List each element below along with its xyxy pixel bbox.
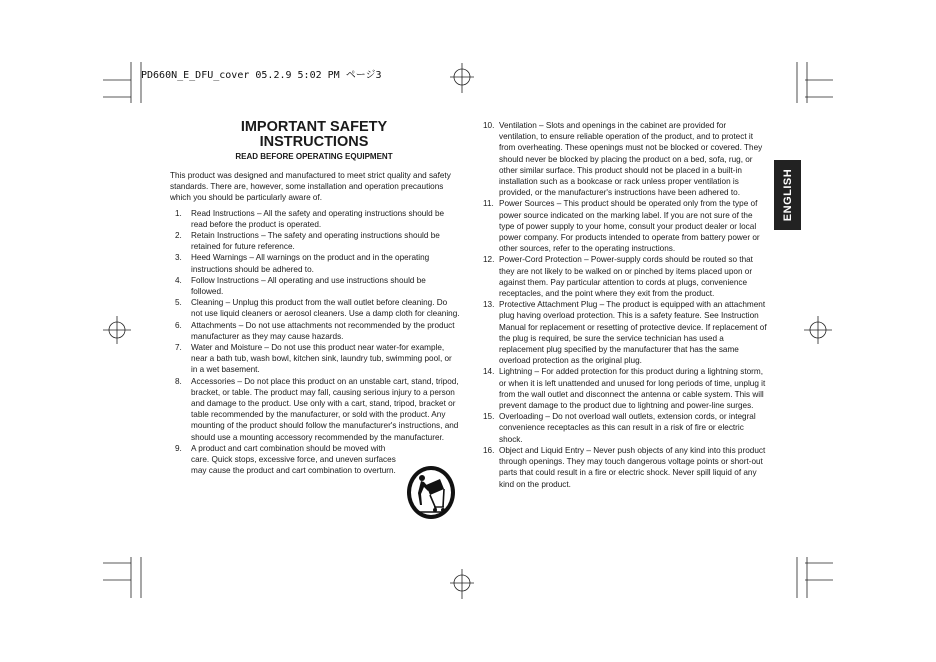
item-number: 7. (175, 343, 182, 353)
item-number: 6. (175, 320, 182, 330)
intro-paragraph: This product was designed and manufactured to meet strict quality and safety standards. There are, however, some installation and operation precautions which you should be particularly aware of. (170, 171, 451, 203)
item-text: A product and cart combination should be moved with care. Quick stops, excessive force, and uneven surfaces may cause the product and cart combination to overturn. (191, 443, 396, 476)
item-text: Protective Attachment Plug – The product is equipped with an attachment plug having overload protection. This is a safety feature. See Instruction Manual for replacement or resetting of protective device. If replacement of the plug is required, be sure the service technician has used a replacement plug specified by the manufacturer that has the same overload protection as the original plug. (499, 300, 767, 366)
title-line-1: IMPORTANT SAFETY (240, 119, 388, 135)
item-number: 4. (175, 275, 182, 285)
list-item (168, 230, 460, 252)
list-item (168, 297, 460, 319)
item-number: 11. (483, 199, 494, 209)
subtitle: READ BEFORE OPERATING EQUIPMENT (235, 152, 393, 161)
item-text: Attachments – Do not use attachments not recommended by the product manufacturer as they may cause hazards. (191, 320, 455, 341)
instructions-list-right (483, 120, 767, 490)
item-text: Ventilation – Slots and openings in the cabinet are provided for ventilation, to ensure reliable operation of the product, and to protect it from overheating. These openings must not be blocked or covered. They should never be blocked by placing the product on a bed, sofa, rug, or other similar surface. This product should not be placed in a built-in installation such as a bookcase or rack unless proper ventilation is provided, or the manufacturer's instructions have been adhered to. (499, 121, 763, 198)
item-number: 13. (483, 300, 495, 310)
item-text: Heed Warnings – All warnings on the product and in the operating instructions should be adhered to. (191, 253, 430, 274)
item-number: 16. (483, 445, 495, 455)
list-item (168, 320, 460, 342)
item-number: 8. (175, 376, 182, 386)
list-item (168, 342, 460, 376)
item-text: Water and Moisture – Do not use this product near water-for example, near a bath tub, wash bowl, kitchen sink, laundry tub, swimming pool, or in a wet basement. (191, 343, 452, 375)
item-number: 10. (483, 121, 495, 130)
item-text: Power-Cord Protection – Power-supply cords should be routed so that they are not likely to be walked on or pinched by items placed upon or against them. Pay particular attention to cords at plugs, convenience receptacles, and the point where they exit from the product. (499, 255, 753, 299)
list-item (483, 254, 767, 299)
print-slug: PD660N_E_DFU_cover 05.2.9 5:02 PM ページ3 (141, 70, 382, 81)
item-number: 9. (175, 443, 182, 453)
item-text: Accessories – Do not place this product on an unstable cart, stand, tripod, bracket, or table. The product may fall, causing serious injury to a person and damage to the product. Use only with a cart, stand, tripod, bracket or table recommended by the manufacturer, or sold with the product. Any mounting of the product should follow the manufacturer's instructions, and should use a mounting accessory recommended by the manufacturer. (191, 376, 459, 442)
item-text: Overloading – Do not overload wall outlets, extension cords, or integral convenience receptacles as this can result in a risk of fire or electric shock. (499, 412, 756, 444)
page-title (168, 120, 460, 150)
list-item (483, 120, 767, 198)
list-item (483, 299, 767, 366)
item-number: 1. (175, 208, 182, 218)
list-item (168, 208, 460, 230)
title-line-2: INSTRUCTIONS (259, 134, 369, 150)
item-text: Lightning – For added protection for this product during a lightning storm, or when it is left unattended and unused for long periods of time, unplug it from the wall outlet and disconnect the antenna or cable system. This will prevent damage to the product due to lightning and power-line surges. (499, 367, 766, 411)
cart-warning-icon (406, 465, 456, 520)
list-item (483, 411, 767, 445)
item-text: Retain Instructions – The safety and operating instructions should be retained for future reference. (191, 231, 440, 252)
list-item (483, 445, 767, 490)
item-number: 12. (483, 255, 495, 265)
list-item (168, 252, 460, 274)
left-column (168, 120, 460, 476)
item-text: Object and Liquid Entry – Never push objects of any kind into this product through openings. They may touch dangerous voltage points or short-out parts that could result in a fire or electric shock. Never spill liquid of any kind on the product. (499, 445, 766, 489)
instructions-list-left (168, 208, 460, 477)
right-column (483, 120, 767, 490)
item-number: 3. (175, 253, 182, 263)
item-text: Read Instructions – All the safety and operating instructions should be read before the product is operated. (191, 208, 445, 229)
item-text: Power Sources – This product should be operated only from the type of power source indicated on the marking label. If you are not sure of the type of power supply to your home, consult your product dealer or local power company. For products intended to operate from battery power or other sources, refer to the operating instructions. (499, 199, 760, 254)
list-item (168, 376, 460, 443)
list-item (168, 275, 460, 297)
item-number: 15. (483, 412, 495, 422)
item-number: 2. (175, 231, 182, 241)
item-text: Cleaning – Unplug this product from the wall outlet before cleaning. Do not use liquid cleaners or aerosol cleaners. Use a damp cloth for cleaning. (191, 298, 460, 319)
item-text: Follow Instructions – All operating and use instructions should be followed. (191, 275, 426, 297)
language-tab (774, 160, 801, 230)
list-item (483, 366, 767, 411)
language-tab-label: ENGLISH (781, 168, 794, 222)
item-number: 14. (483, 367, 495, 377)
item-number: 5. (175, 298, 182, 308)
list-item (483, 198, 767, 254)
